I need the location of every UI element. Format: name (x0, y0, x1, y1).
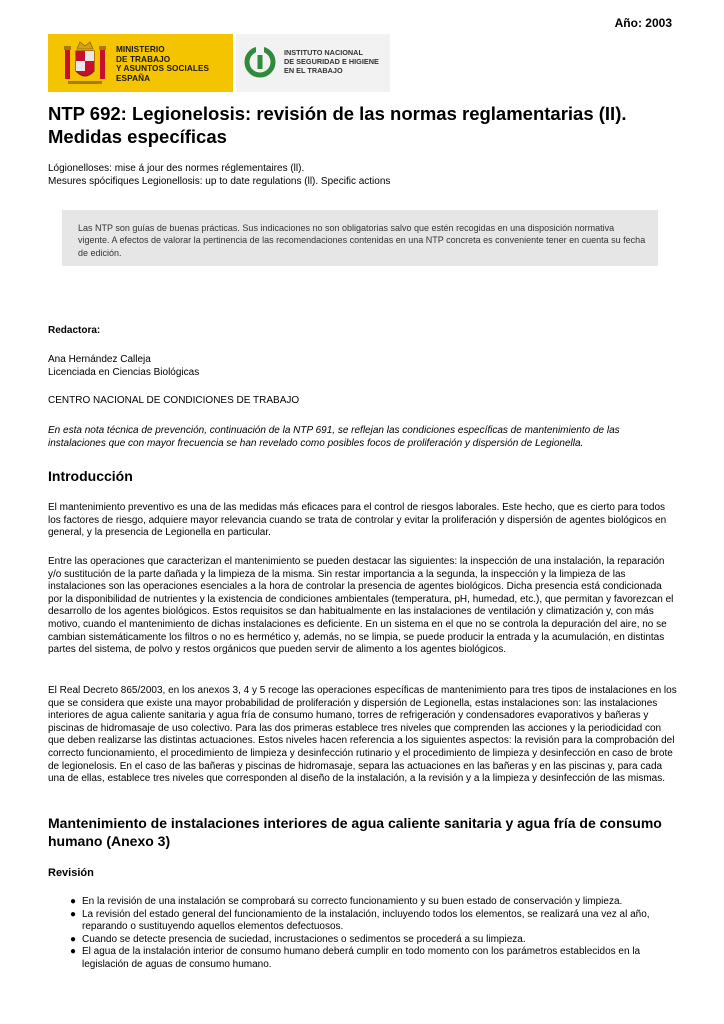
document-year: Año: 2003 (614, 16, 672, 30)
insht-emblem-icon (244, 46, 276, 78)
bullet-icon: ● (70, 908, 77, 920)
alternate-titles (48, 162, 390, 188)
bullet-icon: ● (70, 896, 77, 907)
insht-logo-text: INSTITUTO NACIONAL DE SEGURIDAD E HIGIENE EN EL TRABAJO (284, 48, 379, 75)
intro-paragraph-2: Entre las operaciones que caracterizan el mantenimiento se pueden destacar las siguientes: la inspección de una instalación, la reparación y/o sustitución de la parte dañada y la limpieza de la misma. Sin restar importancia a la segunda, la inspección y la limpieza de las instalaciones son las operaciones esenciales a la hora de controlar la presencia de agentes biológicos. Dicha presencia está condicionada por la disponibilidad de nutrientes y la existencia de condiciones ambientales (temperatura, pH, humedad, etc.), que permitan y favorezcan el desarrollo de los agentes biológicos. Estos requisitos se dan habitualmente en las instalaciones de ventilación y climatización y, con más motivo, cuando el mantenimiento de dichas instalaciones es deficiente. En un sistema en el que no se controla la depuración del aire, no se cambian sistemáticamente los filtros o no es hermético y, además, no se limpia, se puede producir la entrada y la acumulación, en distintas partes del sistema, de polvo y restos orgánicos que pueden servir de alimento a los agentes biológicos. (48, 556, 674, 656)
ministry-logo-text: MINISTERIO DE TRABAJO Y ASUNTOS SOCIALES ESPAÑA (116, 45, 210, 83)
list-item: ● Cuando se detecte presencia de suciedad, incrustaciones o sedimentos se procederá a su limpieza. (70, 933, 526, 945)
subtitle-french: Lógionelloses: mise á jour des normes réglementaires (ll). (48, 163, 305, 174)
ministry-logo (48, 34, 233, 92)
intro-paragraph-1: El mantenimiento preventivo es una de las medidas más eficaces para el control de riesgos laborales. Este hecho, que es cierto para todos los factores de riesgo, adquiere mayor relevancia cuando se trata de controlar y evitar la proliferación y dispersión de agentes biológicos en general, y la presencia de Legionella en particular. (48, 502, 667, 539)
subsection-heading: Revisión (48, 867, 94, 879)
intro-paragraph-3: El Real Decreto 865/2003, en los anexos 3, 4 y 5 recoge las operaciones específicas de mantenimiento para tres tipos de instalaciones en los que se considera que existe una mayor probabilidad de proliferación y dispersión de Legionella, estas instalaciones son: las instalaciones interiores de agua caliente sanitaria y agua fría de consumo humano, torres de refrigeración y condensadores evaporativos y bañeras y piscinas de hidromasaje de uso colectivo. Para las dos primeras establece tres niveles que comprenden las acciones y la periodicidad con que deben realizarse las distintas actuaciones. Estos niveles hacen referencia a los siguientes aspectos: la revisión para la comprobación del correcto funcionamiento, el procedimiento de limpieza y desinfección rutinario y el procedimiento de limpieza y desinfección en caso de brote de legionelosis. En el caso de las bañeras y piscinas de hidromasaje, separa las actuaciones en las bañeras y en las piscinas y, para cada una de ellas, establece tres niveles que corresponden al diseño de la instalación, a la revisión y a la limpieza y desinfección de las mismas. (48, 685, 677, 785)
list-item: ● El agua de la instalación interior de consumo humano deberá cumplir en todo momento con los parámetros establecidos en la legislación de aguas de consumo humano. (70, 946, 641, 970)
list-item: ● En la revisión de una instalación se comprobará su correcto funcionamiento y su buen estado de conservación y limpieza. (70, 896, 623, 907)
author-degree: Licenciada en Ciencias Biológicas (48, 367, 200, 378)
author-label: Redactora: (48, 325, 101, 336)
abstract-paragraph: En esta nota técnica de prevención, continuación de la NTP 691, se reflejan las condiciones específicas de mantenimiento de las instalaciones que con mayor frecuencia se han revelado como posibles focos de proliferación y dispersión de Legionella. (48, 425, 620, 449)
section-heading: Mantenimiento de instalaciones interiores de agua caliente sanitaria y agua fría de consumo humano (Anexo 3) (48, 815, 662, 849)
research-center: CENTRO NACIONAL DE CONDICIONES DE TRABAJO (48, 395, 300, 406)
coat-of-arms-icon (62, 39, 108, 87)
bullet-icon: ● (70, 946, 77, 958)
subtitle-english: Mesures spócifiques Legionellosis: up to date regulations (ll). Specific actions (48, 176, 391, 187)
header-logos (48, 34, 673, 92)
notice-box (62, 210, 658, 266)
list-item: ● La revisión del estado general del funcionamiento de la instalación, incluyendo todos los elementos, se realizará una vez al año, reparando o sustituyendo aquellos elementos defectuosos. (70, 908, 650, 933)
notice-text: Las NTP son guías de buenas prácticas. Sus indicaciones no son obligatorias salvo que estén recogidas en una disposición normativa vigente. A efectos de valorar la pertinencia de las recomendaciones contenidas en una NTP concreta es conveniente tener en cuenta su fecha de edición. (78, 223, 646, 258)
author-name: Ana Hernández Calleja (48, 354, 151, 365)
insht-logo (236, 34, 390, 92)
introduction-heading: Introducción (48, 468, 133, 484)
revision-list (48, 896, 678, 972)
bullet-icon: ● (70, 933, 77, 945)
page-title: NTP 692: Legionelosis: revisión de las normas reglamentarias (II). Medidas específicas (48, 103, 627, 147)
